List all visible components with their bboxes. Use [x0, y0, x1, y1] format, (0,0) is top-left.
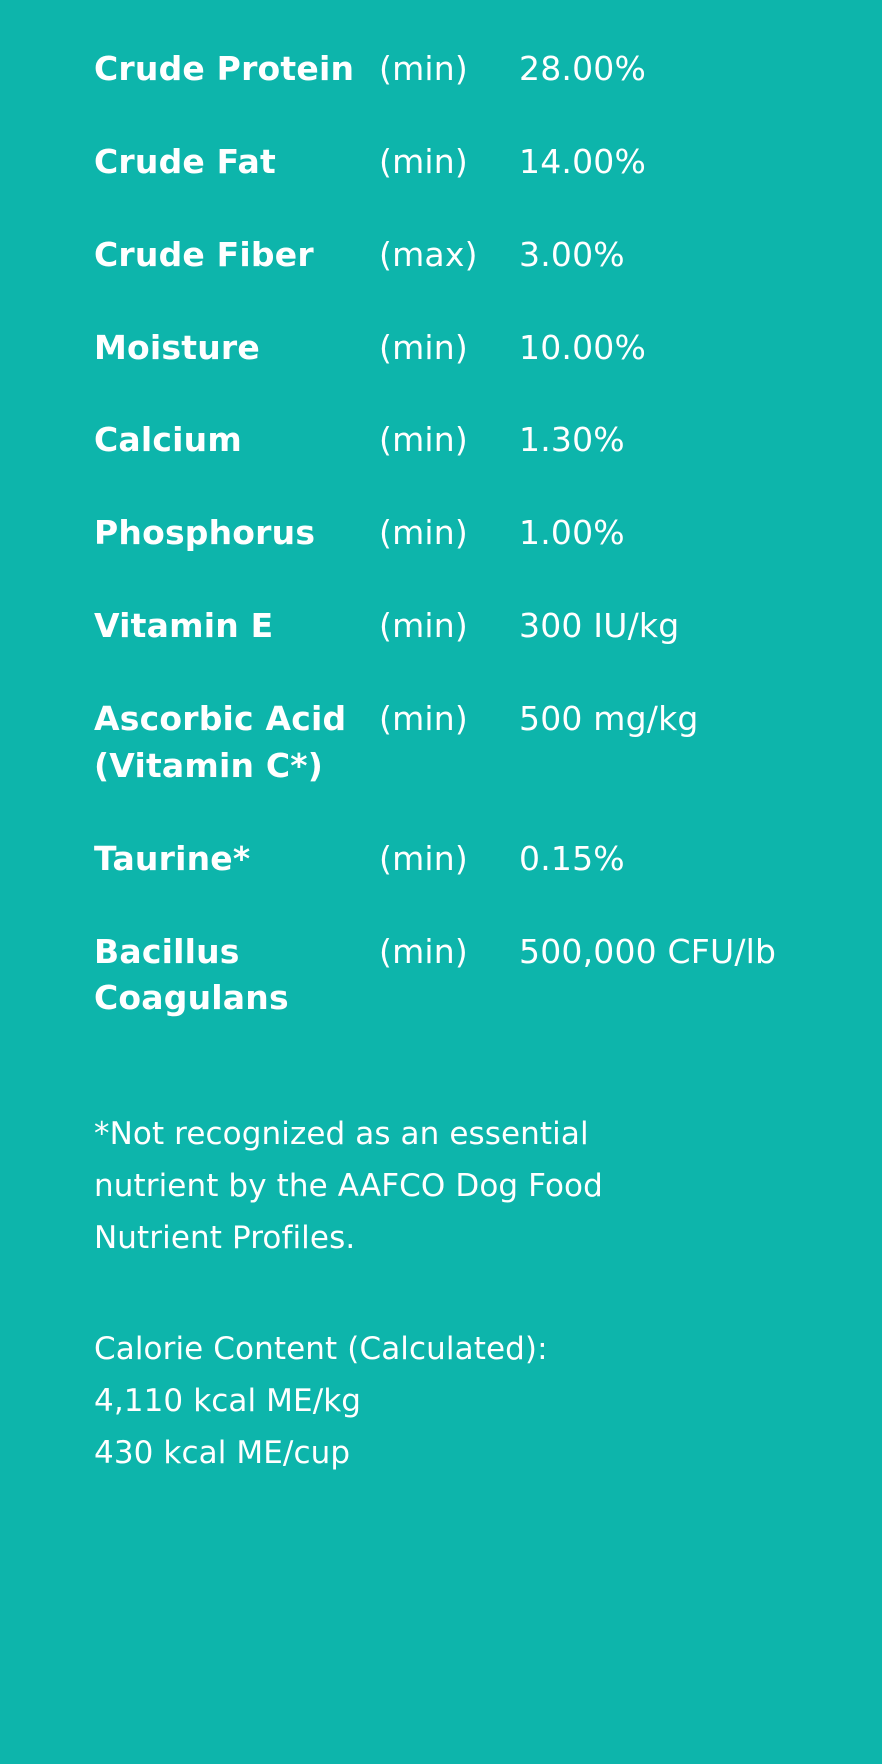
nutrient-value: 300 IU/kg	[519, 606, 680, 646]
table-row	[94, 929, 822, 1023]
nutrient-basis: (min)	[379, 141, 468, 181]
nutrient-value: 500 mg/kg	[519, 699, 699, 739]
nutrient-name: Moisture	[94, 327, 260, 367]
nutrient-basis: (min)	[379, 420, 468, 460]
nutrient-basis: (min)	[379, 838, 468, 878]
nutrient-name: Ascorbic Acid (Vitamin C*)	[94, 699, 347, 785]
calorie-content-block	[94, 1323, 822, 1479]
nutrient-basis: (min)	[379, 699, 468, 739]
table-row	[94, 46, 822, 139]
nutrient-name: Phosphorus	[94, 513, 316, 553]
calorie-per-kg: 4,110 kcal ME/kg	[94, 1382, 362, 1419]
nutrient-basis: (min)	[379, 606, 468, 646]
nutrient-value: 3.00%	[519, 234, 625, 274]
nutrient-value: 14.00%	[519, 141, 647, 181]
nutrient-name: Crude Protein	[94, 49, 355, 88]
nutrient-value: 500,000 CFU/lb	[519, 931, 777, 971]
calorie-per-cup: 430 kcal ME/cup	[94, 1434, 351, 1471]
nutrient-basis: (min)	[379, 49, 468, 88]
nutrient-basis: (min)	[379, 327, 468, 367]
nutrient-name: Calcium	[94, 420, 242, 460]
nutrient-name: Vitamin E	[94, 606, 274, 646]
nutrient-value: 0.15%	[519, 838, 625, 878]
nutrient-basis: (max)	[379, 234, 478, 274]
nutrient-name: Bacillus Coagulans	[94, 931, 289, 1018]
nutrient-name: Crude Fiber	[94, 234, 314, 274]
table-row	[94, 836, 822, 929]
table-row	[94, 325, 822, 418]
footnote-text: *Not recognized as an essential nutrient by the AAFCO Dog Food Nutrient Profiles.	[94, 1116, 603, 1257]
nutrient-basis: (min)	[379, 931, 468, 971]
nutrient-basis: (min)	[379, 513, 468, 553]
nutrient-value: 28.00%	[519, 49, 647, 88]
nutrient-name: Taurine*	[94, 838, 251, 878]
nutrient-value: 1.00%	[519, 513, 625, 553]
table-row	[94, 139, 822, 232]
nutrient-value: 10.00%	[519, 327, 647, 367]
table-row	[94, 696, 822, 836]
nutrient-name: Crude Fat	[94, 141, 276, 181]
calorie-content-heading: Calorie Content (Calculated):	[94, 1330, 548, 1367]
table-row	[94, 232, 822, 325]
table-row	[94, 417, 822, 510]
table-row	[94, 510, 822, 603]
guaranteed-analysis-body	[94, 46, 822, 1022]
nutrient-value: 1.30%	[519, 420, 625, 460]
guaranteed-analysis-table	[94, 46, 822, 1022]
table-row	[94, 603, 822, 696]
